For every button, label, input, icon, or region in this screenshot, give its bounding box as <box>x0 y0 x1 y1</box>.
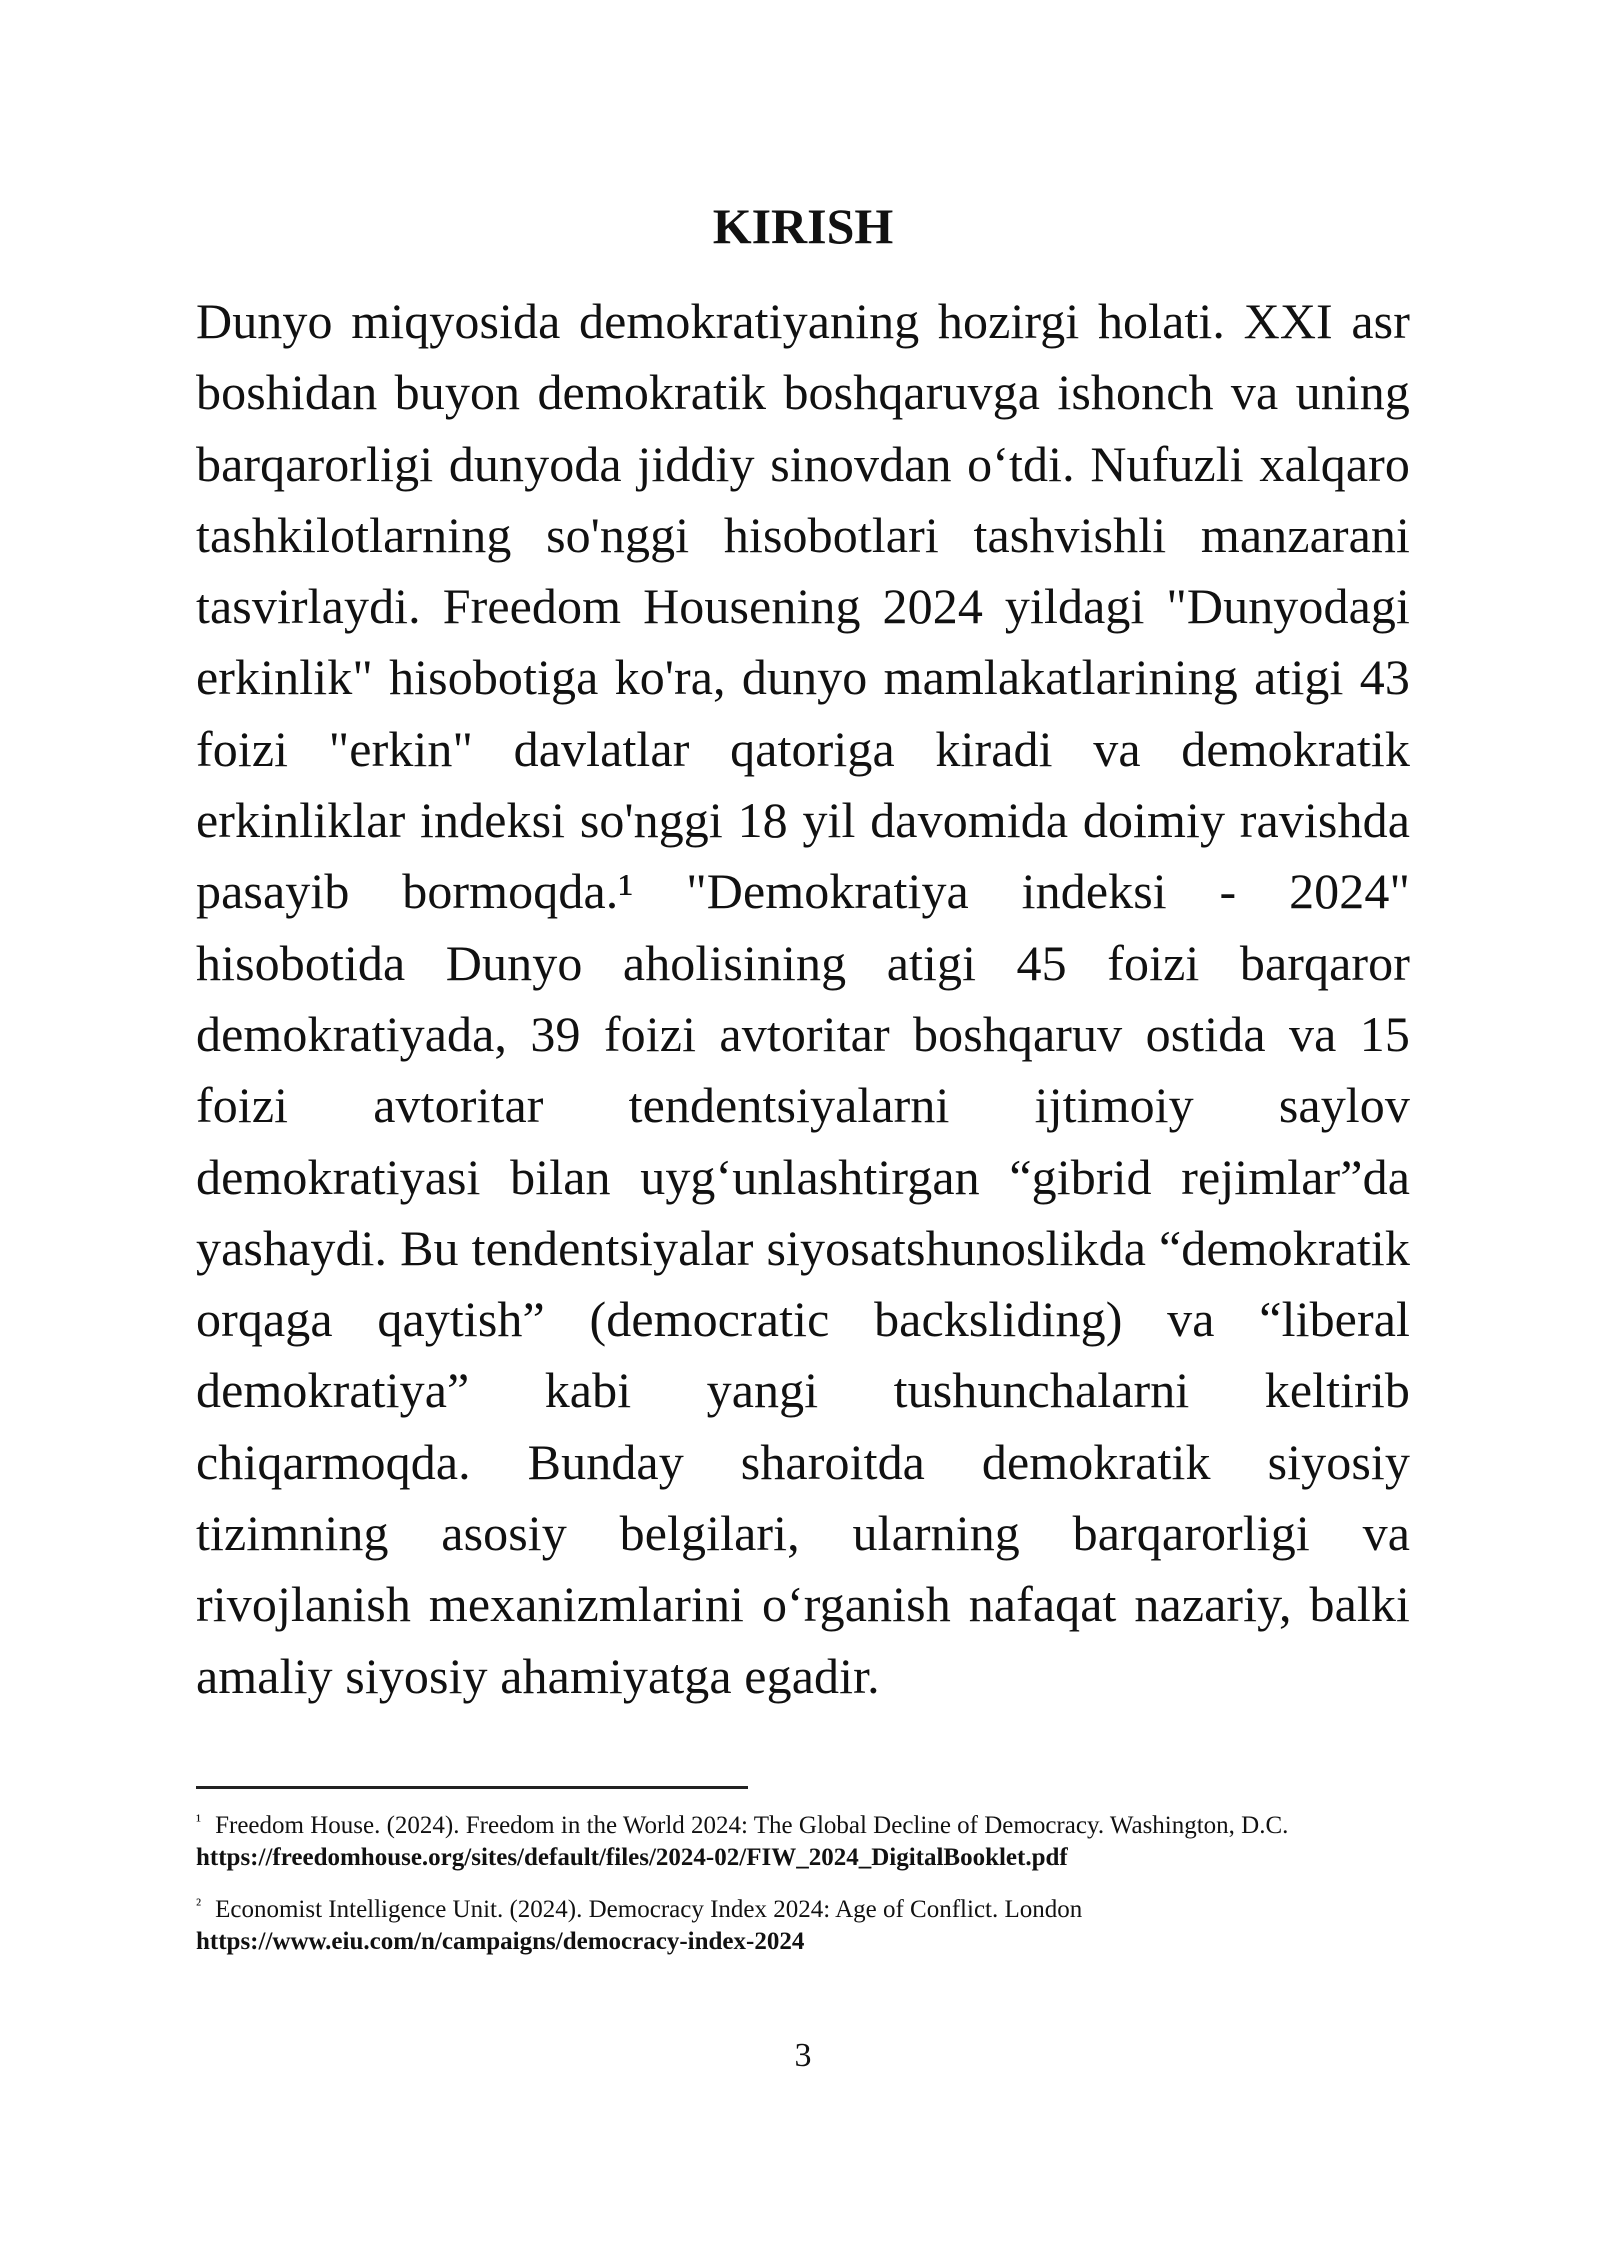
footnote-1 <box>196 1805 1410 1874</box>
footnote-text: Economist Intelligence Unit. (2024). Democracy Index 2024: Age of Conflict. London <box>215 1896 1083 1923</box>
footnote-link[interactable]: https://freedomhouse.org/sites/default/files/2024-02/FIW_2024_DigitalBooklet.pdf <box>196 1844 1068 1871</box>
footnote-link[interactable]: https://www.eiu.com/n/campaigns/democracy-index-2024 <box>196 1928 805 1955</box>
footnote-text: Freedom House. (2024). Freedom in the World 2024: The Global Decline of Democracy. Washington, D.C. <box>215 1812 1289 1839</box>
footnote-marker: ² <box>196 1895 202 1914</box>
footnote-separator <box>196 1786 748 1789</box>
body-paragraph: Dunyo miqyosida demokratiyaning hozirgi holati. XXI asr boshidan buyon demokratik boshqaruvga ishonch va uning barqarorligi dunyoda jiddiy sinovdan o‘tdi. Nufuzli xalqaro tashkilotlarning so'nggi hisobotlari tashvishli manzarani tasvirlaydi. Freedom Housening 2024 yildagi "Dunyodagi erkinlik" hisobotiga ko'ra, dunyo mamlakatlarining atigi 43 foizi "erkin" davlatlar qatoriga kiradi va demokratik erkinliklar indeksi so'nggi 18 yil davomida doimiy ravishda pasayib bormoqda.¹ "Demokratiya indeksi - 2024" hisobotida Dunyo aholisining atigi 45 foizi barqaror demokratiyada, 39 foizi avtoritar boshqaruv ostida va 15 foizi avtoritar tendentsiyalarni ijtimoiy saylov demokratiyasi bilan uyg‘unlashtirgan “gibrid rejimlar”da yashaydi. Bu tendentsiyalar siyosatshunoslikda “demokratik orqaga qaytish” (democratic backsliding) va “liberal demokratiya” kabi yangi tushunchalarni keltirib chiqarmoqda. Bunday sharoitda demokratik siyosiy tizimning asosiy belgilari, ularning barqarorligi va rivojlanish mexanizmlarini o‘rganish nafaqat nazariy, balki amaliy siyosiy ahamiyatga egadir. <box>196 293 1410 1704</box>
page-number: 3 <box>794 2037 812 2074</box>
footnote-marker: ¹ <box>196 1811 202 1830</box>
footnote-2 <box>196 1889 1410 1958</box>
page-title: KIRISH <box>712 198 894 254</box>
